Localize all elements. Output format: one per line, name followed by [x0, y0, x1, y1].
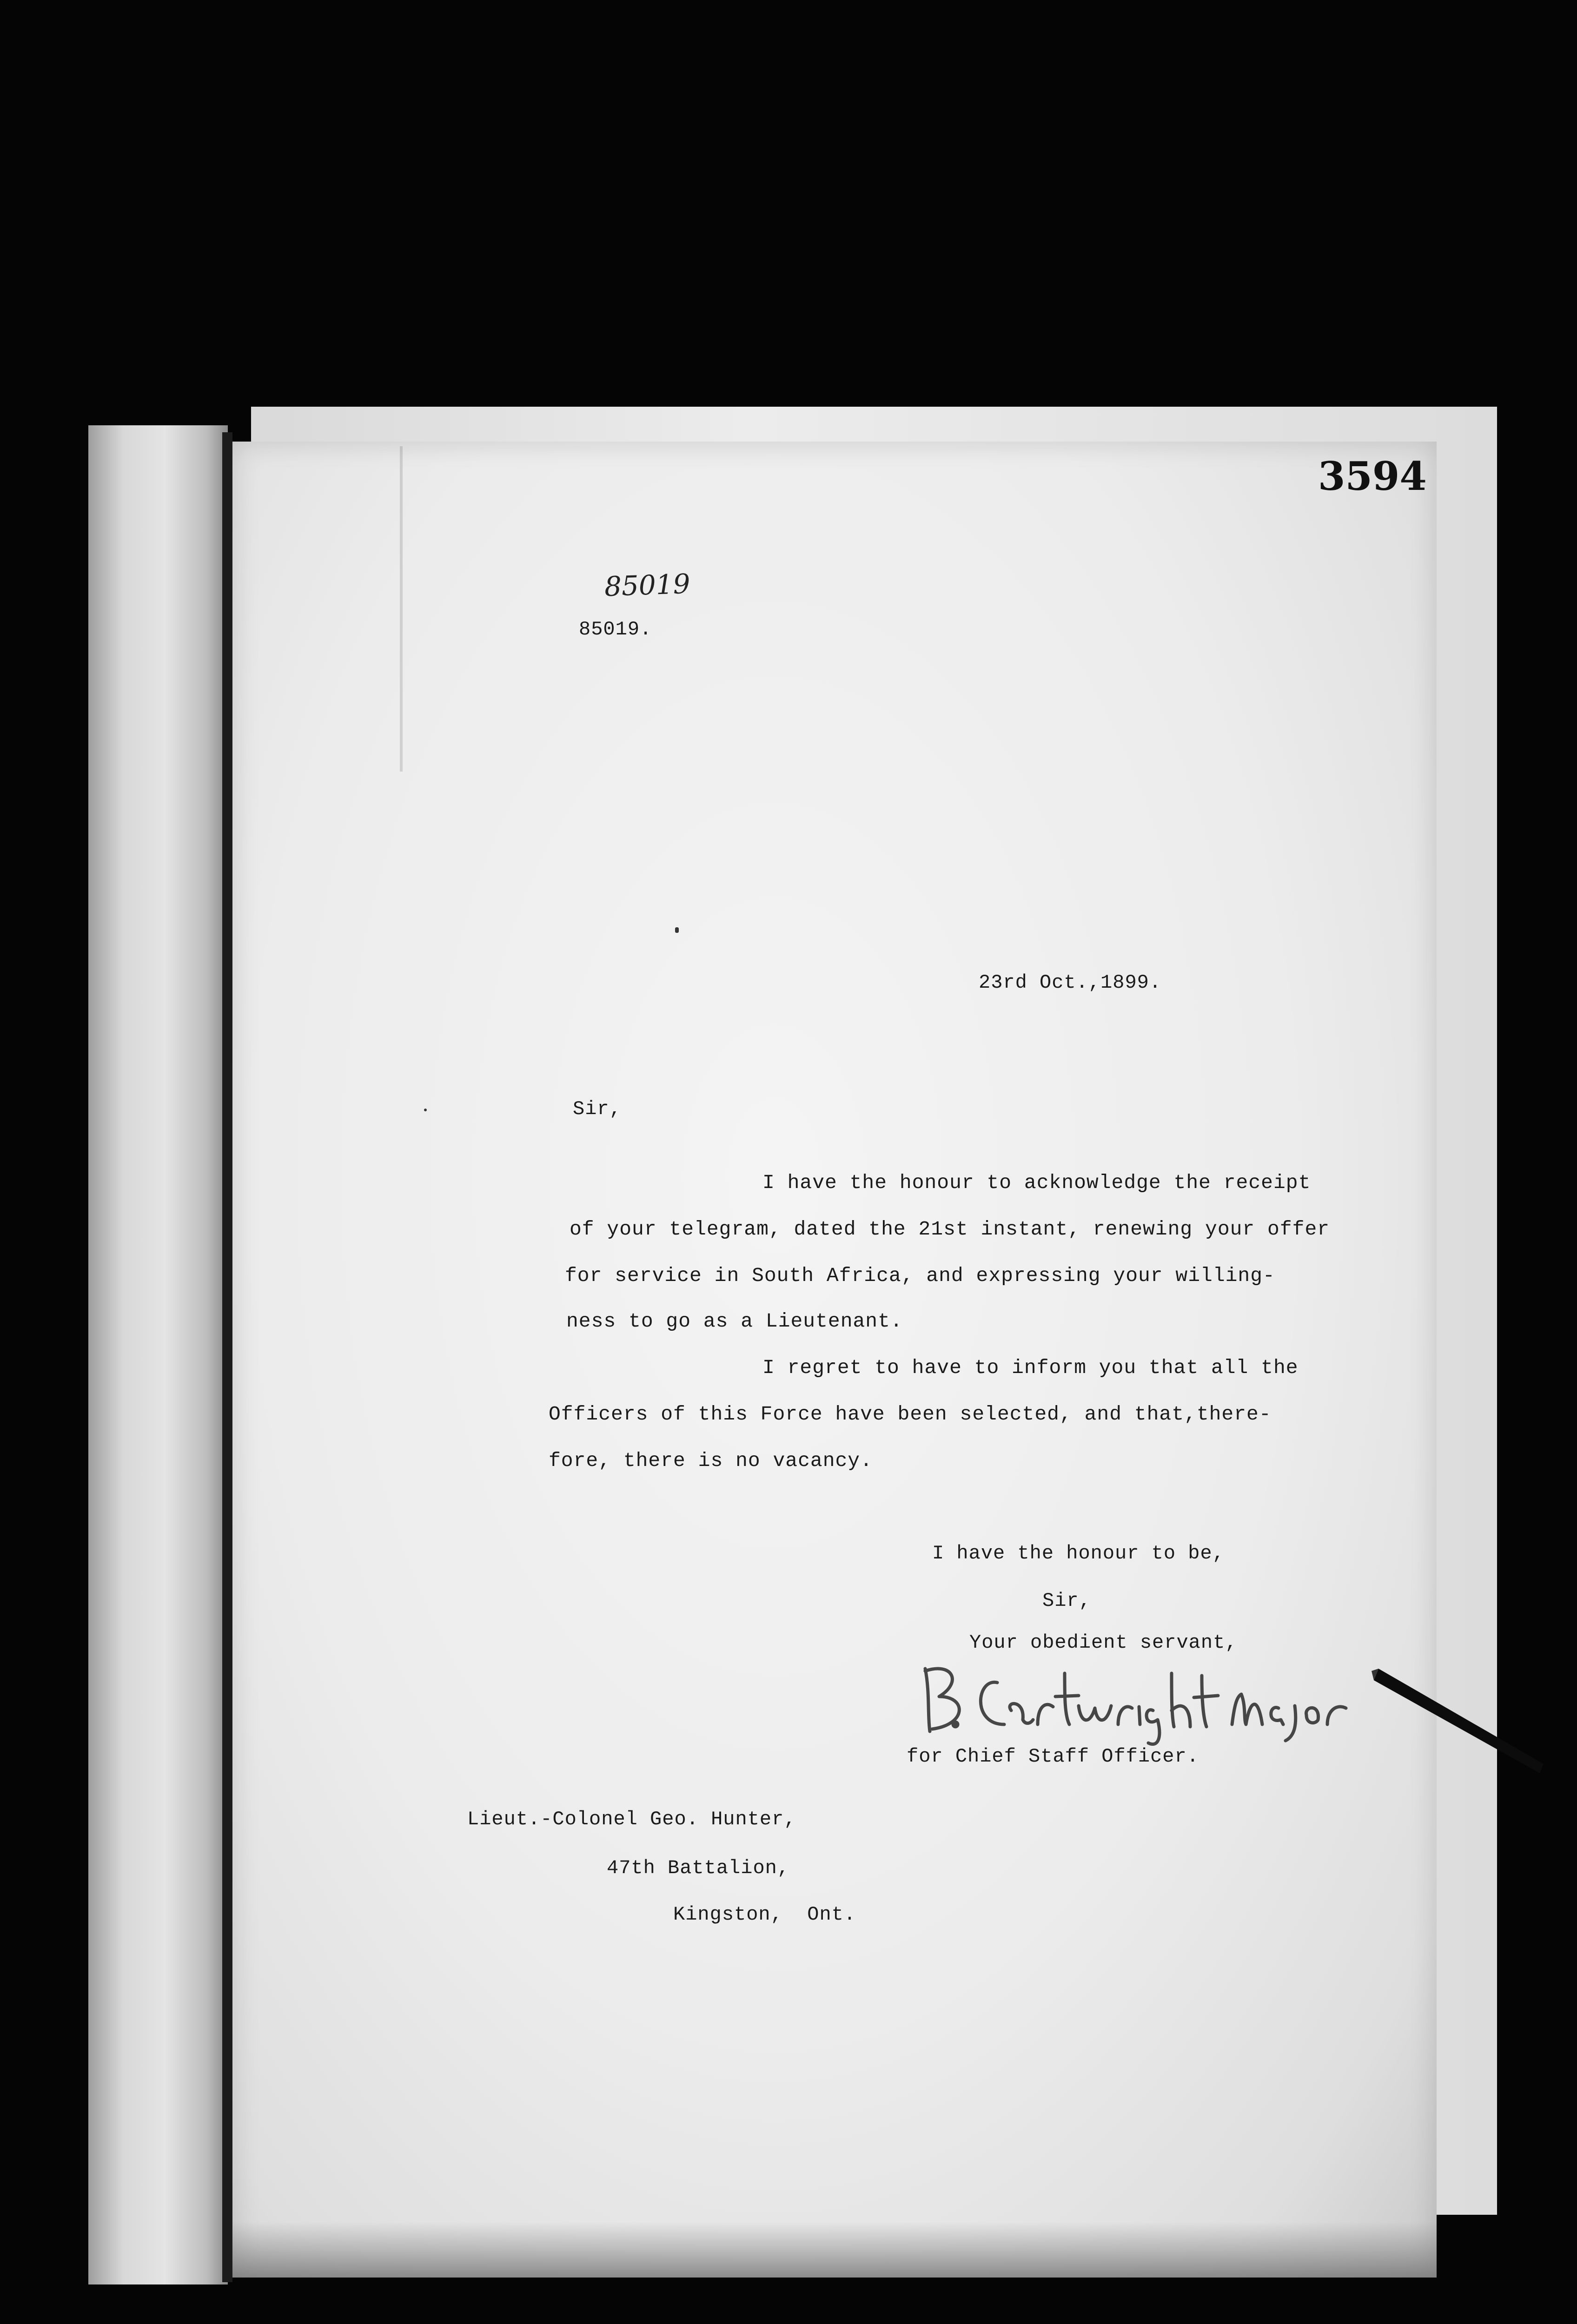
- left-page-edge: [88, 425, 228, 2284]
- body-line: Officers of this Force have been selected, and that,there-: [549, 1403, 1272, 1426]
- handwritten-file-number: 85019: [603, 568, 691, 603]
- page-gutter-shadow: [222, 432, 232, 2282]
- salutation: Sir,: [573, 1098, 622, 1120]
- body-line: I regret to have to inform you that all the: [762, 1356, 1299, 1379]
- body-line: fore, there is no vacancy.: [549, 1449, 873, 1472]
- body-line: I have the honour to acknowledge the receipt: [762, 1171, 1311, 1194]
- body-line: of your telegram, dated the 21st instant, renewing your offer: [570, 1218, 1330, 1241]
- letter-date: 23rd Oct.,1899.: [979, 971, 1162, 994]
- page-bottom-shadow: [232, 2222, 1437, 2278]
- handwritten-signature: [911, 1655, 1367, 1748]
- body-line: for service in South Africa, and expressing your willing-: [565, 1264, 1275, 1287]
- signatory-role: for Chief Staff Officer.: [907, 1745, 1199, 1768]
- pen-tip: [1372, 1645, 1557, 1785]
- typed-file-number: 85019.: [579, 618, 652, 640]
- ink-speck: [424, 1109, 427, 1111]
- ink-speck: [675, 927, 679, 933]
- closing-sir: Sir,: [1042, 1590, 1091, 1612]
- closing-servant: Your obedient servant,: [969, 1631, 1238, 1654]
- closing-line: I have the honour to be,: [932, 1542, 1225, 1565]
- addressee-name: Lieut.-Colonel Geo. Hunter,: [467, 1808, 796, 1830]
- addressee-unit: 47th Battalion,: [607, 1857, 790, 1879]
- page-fold-line: [400, 446, 403, 772]
- body-line: ness to go as a Lieutenant.: [566, 1310, 903, 1333]
- addressee-location: Kingston, Ont.: [673, 1903, 856, 1926]
- page-number: 3594: [1318, 453, 1427, 499]
